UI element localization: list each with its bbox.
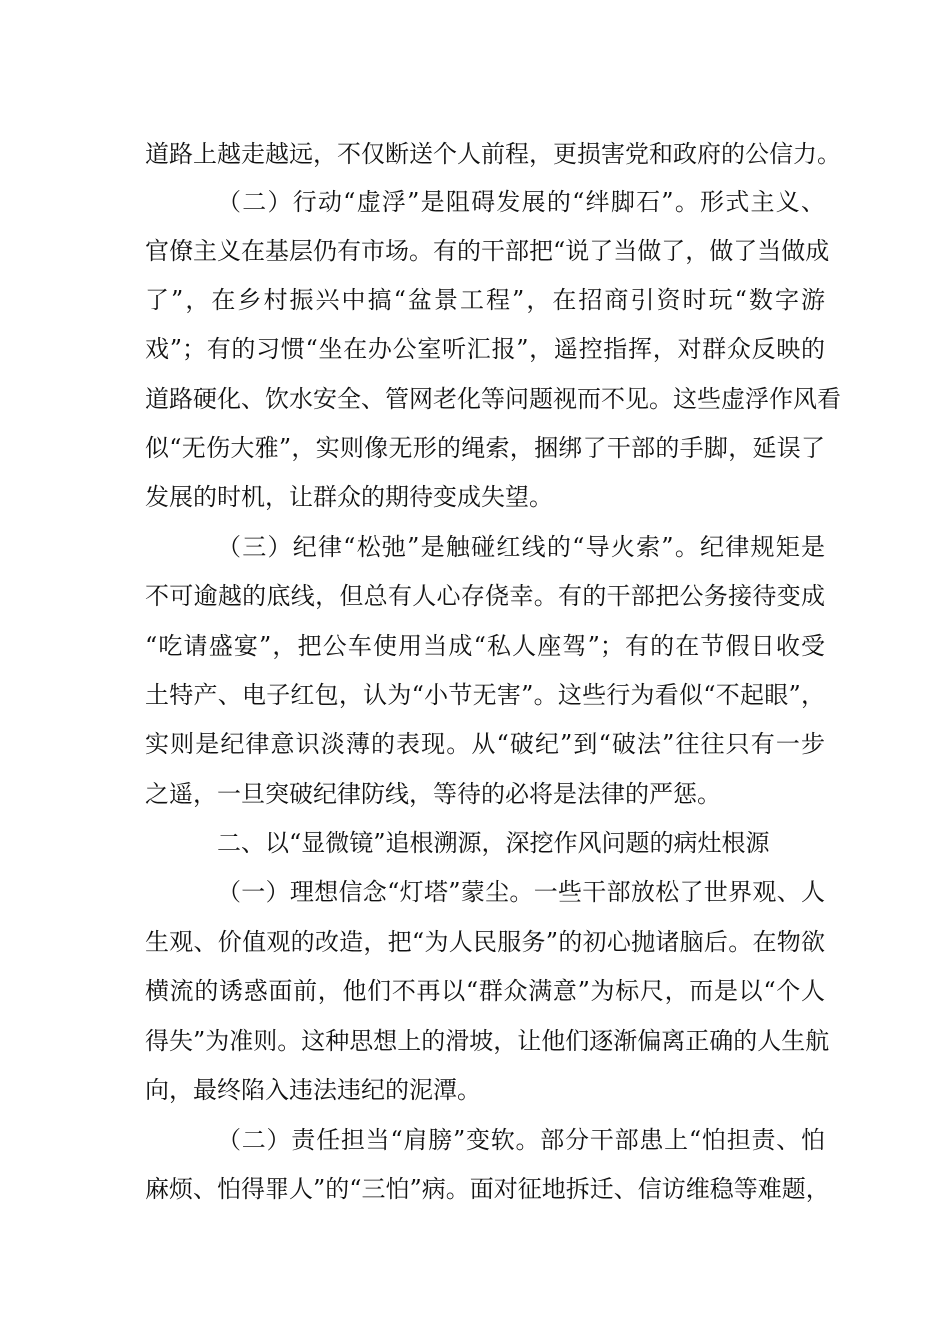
text-line: （二）行动“虚浮”是阻碍发展的“绊脚石”。形式主义、 (217, 188, 825, 216)
text-line: 生观、价值观的改造，把“为人民服务”的初心抛诸脑后。在物欲 (145, 928, 825, 956)
section-heading: 二、以“显微镜”追根溯源，深挖作风问题的病灶根源 (217, 829, 770, 857)
text-line: 麻烦、怕得罪人”的“三怕”病。面对征地拆迁、信访维稳等难题， (145, 1175, 830, 1203)
text-line: 土特产、电子红包，认为“小节无害”。这些行为看似“不起眼”， (145, 681, 825, 709)
text-line: （二）责任担当“肩膀”变软。部分干部患上“怕担责、怕 (217, 1126, 825, 1154)
text-line: 向，最终陷入违法违纪的泥潭。 (145, 1076, 481, 1104)
text-line: 之遥，一旦突破纪律防线，等待的必将是法律的严惩。 (145, 780, 721, 808)
text-line: 发展的时机，让群众的期待变成失望。 (145, 483, 553, 511)
text-line: 道路上越走越远，不仅断送个人前程，更损害党和政府的公信力。 (145, 140, 841, 168)
text-line: 道路硬化、饮水安全、管网老化等问题视而不见。这些虚浮作风看 (145, 385, 841, 413)
text-line: 实则是纪律意识淡薄的表现。从“破纪”到“破法”往往只有一步 (145, 730, 825, 758)
text-line: 不可逾越的底线，但总有人心存侥幸。有的干部把公务接待变成 (145, 582, 825, 610)
text-line: 了”，在乡村振兴中搞“盆景工程”，在招商引资时玩“数字游 (145, 286, 825, 314)
text-line: 官僚主义在基层仍有市场。有的干部把“说了当做了，做了当做成 (145, 237, 830, 265)
text-line: 戏”；有的习惯“坐在办公室听汇报”，遥控指挥，对群众反映的 (145, 335, 825, 363)
text-line: “吃请盛宴”，把公车使用当成“私人座驾”；有的在节假日收受 (145, 632, 825, 660)
text-line: （一）理想信念“灯塔”蒙尘。一些干部放松了世界观、人 (217, 878, 825, 906)
text-line: （三）纪律“松弛”是触碰红线的“导火索”。纪律规矩是 (217, 533, 825, 561)
text-line: 得失”为准则。这种思想上的滑坡，让他们逐渐偏离正确的人生航 (145, 1027, 830, 1055)
text-line: 横流的诱惑面前，他们不再以“群众满意”为标尺，而是以“个人 (145, 977, 825, 1005)
text-line: 似“无伤大雅”，实则像无形的绳索，捆绑了干部的手脚，延误了 (145, 434, 825, 462)
